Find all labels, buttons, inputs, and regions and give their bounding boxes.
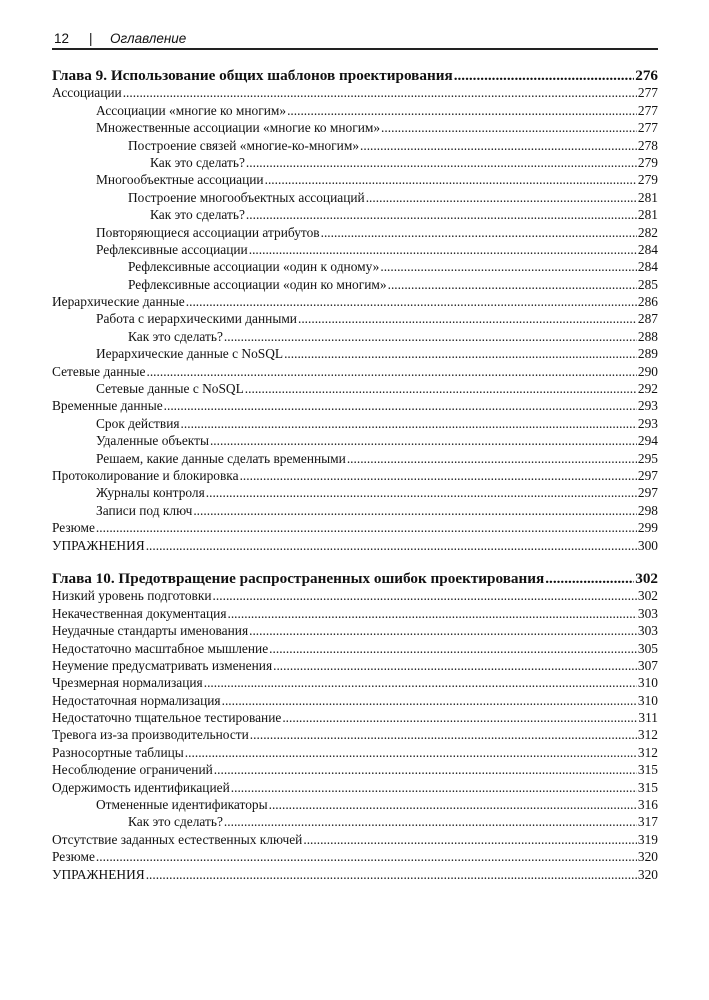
toc-entry[interactable]	[52, 258, 658, 275]
toc-entry-title: Низкий уровень подготовки	[52, 588, 212, 604]
toc-entry-title: Временные данные	[52, 398, 163, 414]
toc-entry-page: 286	[637, 294, 658, 310]
dot-leader	[245, 380, 637, 397]
toc-entry-page: 281	[637, 207, 658, 223]
dot-leader	[181, 415, 637, 432]
toc-entry-title: УПРАЖНЕНИЯ	[52, 537, 145, 553]
table-of-contents	[52, 67, 658, 883]
header-separator: |	[89, 31, 93, 46]
toc-entry[interactable]	[52, 761, 658, 778]
running-header	[52, 24, 658, 50]
toc-entry[interactable]	[52, 605, 658, 622]
toc-entry[interactable]	[52, 587, 658, 604]
toc-entry-page: 315	[637, 762, 658, 778]
toc-entry-page: 297	[637, 485, 658, 501]
toc-entry[interactable]	[52, 726, 658, 743]
toc-entry-page: 294	[637, 433, 658, 449]
toc-entry-page: 310	[637, 675, 658, 691]
dot-leader	[206, 484, 637, 501]
toc-entry-page: 320	[637, 866, 658, 882]
dot-leader	[380, 258, 637, 275]
toc-entry-title: Журналы контроля	[96, 485, 205, 501]
toc-entry-page: 302	[637, 588, 658, 604]
dot-leader	[213, 587, 637, 604]
toc-entry-title: Как это сделать?	[150, 154, 245, 170]
toc-entry[interactable]	[52, 310, 658, 327]
toc-entry-page: 315	[637, 779, 658, 795]
page-number: 12	[54, 31, 70, 46]
toc-entry[interactable]	[52, 415, 658, 432]
dot-leader	[347, 450, 637, 467]
toc-entry-page: 279	[637, 172, 658, 188]
toc-entry[interactable]	[52, 796, 658, 813]
toc-entry-page: 277	[637, 102, 658, 118]
dot-leader	[123, 84, 637, 101]
toc-entry-title: УПРАЖНЕНИЯ	[52, 866, 145, 882]
toc-entry-title: Резюме	[52, 849, 95, 865]
toc-entry-title: Неумение предусматривать изменения	[52, 657, 273, 673]
toc-entry[interactable]	[52, 866, 658, 883]
toc-entry-title: Удаленные объекты	[96, 433, 209, 449]
toc-entry-title: Чрезмерная нормализация	[52, 675, 203, 691]
dot-leader	[249, 241, 637, 258]
toc-entry-page: 287	[637, 311, 658, 327]
toc-entry-title: Протоколирование и блокировка	[52, 467, 239, 483]
toc-entry[interactable]	[52, 432, 658, 449]
toc-entry-page: 282	[637, 224, 658, 240]
dot-leader	[284, 345, 637, 362]
toc-entry-page: 312	[637, 727, 658, 743]
toc-entry[interactable]	[52, 102, 658, 119]
chapter-9-entries	[52, 84, 658, 554]
toc-entry-page: 303	[637, 605, 658, 621]
toc-entry[interactable]	[52, 119, 658, 136]
toc-entry[interactable]	[52, 276, 658, 293]
toc-entry[interactable]	[52, 450, 658, 467]
toc-entry[interactable]	[52, 84, 658, 101]
toc-entry[interactable]	[52, 224, 658, 241]
toc-entry-title: Недостаточно масштабное мышление	[52, 640, 269, 656]
dot-leader	[545, 570, 634, 587]
toc-entry[interactable]	[52, 206, 658, 223]
dot-leader	[381, 119, 637, 136]
toc-entry-title: Отмененные идентификаторы	[96, 797, 268, 813]
toc-entry-page: 285	[637, 276, 658, 292]
toc-entry[interactable]	[52, 537, 658, 554]
chapter-title: Глава 10. Предотвращение распространенных ошибок проектирования	[52, 569, 545, 587]
toc-entry[interactable]	[52, 640, 658, 657]
toc-entry-title: Работа с иерархическими данными	[96, 311, 297, 327]
toc-entry[interactable]	[52, 467, 658, 484]
dot-leader	[303, 831, 637, 848]
toc-entry-page: 295	[637, 450, 658, 466]
toc-entry-page: 312	[637, 744, 658, 760]
dot-leader	[360, 137, 637, 154]
dot-leader	[240, 467, 637, 484]
toc-entry-page: 307	[637, 657, 658, 673]
toc-entry-title: Рефлексивные ассоциации «один ко многим»	[128, 276, 387, 292]
dot-leader	[273, 657, 637, 674]
toc-entry-title: Как это сделать?	[128, 328, 223, 344]
toc-entry-page: 299	[637, 520, 658, 536]
toc-entry-title: Построение многообъектных ассоциаций	[128, 189, 365, 205]
dot-leader	[222, 692, 637, 709]
toc-entry-title: Недостаточно тщательное тестирование	[52, 710, 282, 726]
dot-leader	[366, 189, 637, 206]
dot-leader	[227, 605, 636, 622]
toc-entry[interactable]	[52, 744, 658, 761]
toc-entry[interactable]	[52, 813, 658, 830]
toc-entry-title: Некачественная документация	[52, 605, 227, 621]
toc-entry-title: Как это сделать?	[128, 814, 223, 830]
toc-entry-page: 303	[637, 623, 658, 639]
toc-entry-title: Повторяющиеся ассоциации атрибутов	[96, 224, 320, 240]
toc-entry-page: 293	[637, 415, 658, 431]
toc-entry[interactable]	[52, 380, 658, 397]
toc-entry-title: Отсутствие заданных естественных ключей	[52, 831, 303, 847]
toc-entry-title: Сетевые данные с NoSQL	[96, 381, 244, 397]
toc-entry-title: Многообъектные ассоциации	[96, 172, 264, 188]
toc-entry-page: 311	[638, 710, 658, 726]
toc-entry[interactable]	[52, 328, 658, 345]
toc-entry[interactable]	[52, 692, 658, 709]
dot-leader	[204, 674, 637, 691]
dot-leader	[185, 744, 637, 761]
toc-entry[interactable]	[52, 657, 658, 674]
toc-entry-title: Решаем, какие данные сделать временными	[96, 450, 346, 466]
toc-entry-page: 279	[637, 154, 658, 170]
dot-leader	[269, 796, 637, 813]
toc-entry[interactable]	[52, 241, 658, 258]
dot-leader	[249, 622, 637, 639]
toc-entry-title: Иерархические данные с NoSQL	[96, 346, 284, 362]
toc-entry-title: Построение связей «многие-ко-многим»	[128, 137, 360, 153]
toc-entry-page: 297	[637, 467, 658, 483]
toc-entry-title: Срок действия	[96, 415, 180, 431]
toc-entry[interactable]	[52, 397, 658, 414]
dot-leader	[265, 171, 637, 188]
toc-entry[interactable]	[52, 622, 658, 639]
toc-entry[interactable]	[52, 484, 658, 501]
dot-leader	[269, 640, 637, 657]
toc-entry-title: Недостаточная нормализация	[52, 692, 221, 708]
chapter-heading[interactable]	[52, 570, 658, 587]
toc-entry-page: 298	[637, 502, 658, 518]
toc-entry[interactable]	[52, 779, 658, 796]
chapter-heading[interactable]	[52, 67, 658, 84]
toc-entry-page: 278	[637, 137, 658, 153]
toc-entry[interactable]	[52, 154, 658, 171]
toc-entry[interactable]	[52, 363, 658, 380]
toc-entry-page: 290	[637, 363, 658, 379]
dot-leader	[224, 328, 637, 345]
dot-leader	[96, 848, 637, 865]
toc-entry-page: 277	[637, 85, 658, 101]
dot-leader	[388, 276, 637, 293]
dot-leader	[214, 761, 637, 778]
toc-entry-page: 300	[637, 537, 658, 553]
toc-entry-title: Тревога из-за производительности	[52, 727, 249, 743]
toc-entry-title: Иерархические данные	[52, 294, 185, 310]
toc-entry-page: 316	[637, 797, 658, 813]
toc-entry-page: 310	[637, 692, 658, 708]
toc-entry-title: Одержимость идентификацией	[52, 779, 230, 795]
toc-entry-title: Ассоциации «многие ко многим»	[96, 102, 287, 118]
toc-entry-page: 317	[637, 814, 658, 830]
dot-leader	[146, 363, 636, 380]
dot-leader	[146, 537, 637, 554]
dot-leader	[454, 67, 635, 84]
toc-entry-page: 288	[637, 328, 658, 344]
toc-entry-title: Несоблюдение ограничений	[52, 762, 213, 778]
toc-entry-page: 293	[637, 398, 658, 414]
toc-entry-title: Как это сделать?	[150, 207, 245, 223]
toc-entry[interactable]	[52, 502, 658, 519]
dot-leader	[298, 310, 637, 327]
toc-entry[interactable]	[52, 519, 658, 536]
dot-leader	[224, 813, 637, 830]
toc-entry-title: Множественные ассоциации «многие ко многим»	[96, 120, 381, 136]
dot-leader	[246, 206, 637, 223]
toc-entry-page: 320	[637, 849, 658, 865]
chapter-page: 302	[635, 569, 658, 587]
chapter-page: 276	[635, 67, 658, 84]
toc-entry[interactable]	[52, 293, 658, 310]
toc-entry-title: Неудачные стандарты именования	[52, 623, 249, 639]
toc-entry-page: 305	[637, 640, 658, 656]
dot-leader	[164, 397, 637, 414]
dot-leader	[193, 502, 637, 519]
chapter-10-entries	[52, 587, 658, 883]
toc-entry-page: 292	[637, 381, 658, 397]
dot-leader	[246, 154, 637, 171]
toc-entry-page: 289	[637, 346, 658, 362]
dot-leader	[146, 866, 637, 883]
toc-entry-page: 284	[637, 259, 658, 275]
toc-entry-title: Рефлексивные ассоциации	[96, 241, 248, 257]
dot-leader	[282, 709, 637, 726]
toc-entry-page: 281	[637, 189, 658, 205]
toc-entry[interactable]	[52, 171, 658, 188]
toc-entry[interactable]	[52, 137, 658, 154]
toc-entry[interactable]	[52, 831, 658, 848]
toc-entry[interactable]	[52, 709, 658, 726]
toc-entry-title: Ассоциации	[52, 85, 122, 101]
toc-entry-title: Записи под ключ	[96, 502, 193, 518]
toc-entry[interactable]	[52, 345, 658, 362]
dot-leader	[231, 779, 637, 796]
chapter-title: Глава 9. Использование общих шаблонов проектирования	[52, 67, 453, 84]
toc-entry-title: Разносортные таблицы	[52, 744, 184, 760]
section-title: Оглавление	[110, 31, 187, 46]
toc-entry-title: Резюме	[52, 520, 95, 536]
dot-leader	[96, 519, 637, 536]
toc-entry-page: 277	[637, 120, 658, 136]
dot-leader	[250, 726, 637, 743]
toc-entry[interactable]	[52, 848, 658, 865]
toc-entry-page: 284	[637, 241, 658, 257]
dot-leader	[287, 102, 637, 119]
dot-leader	[186, 293, 637, 310]
toc-entry-page: 319	[637, 831, 658, 847]
dot-leader	[321, 224, 637, 241]
toc-entry[interactable]	[52, 189, 658, 206]
toc-entry-title: Рефлексивные ассоциации «один к одному»	[128, 259, 380, 275]
dot-leader	[210, 432, 637, 449]
toc-entry-title: Сетевые данные	[52, 363, 146, 379]
toc-entry[interactable]	[52, 674, 658, 691]
